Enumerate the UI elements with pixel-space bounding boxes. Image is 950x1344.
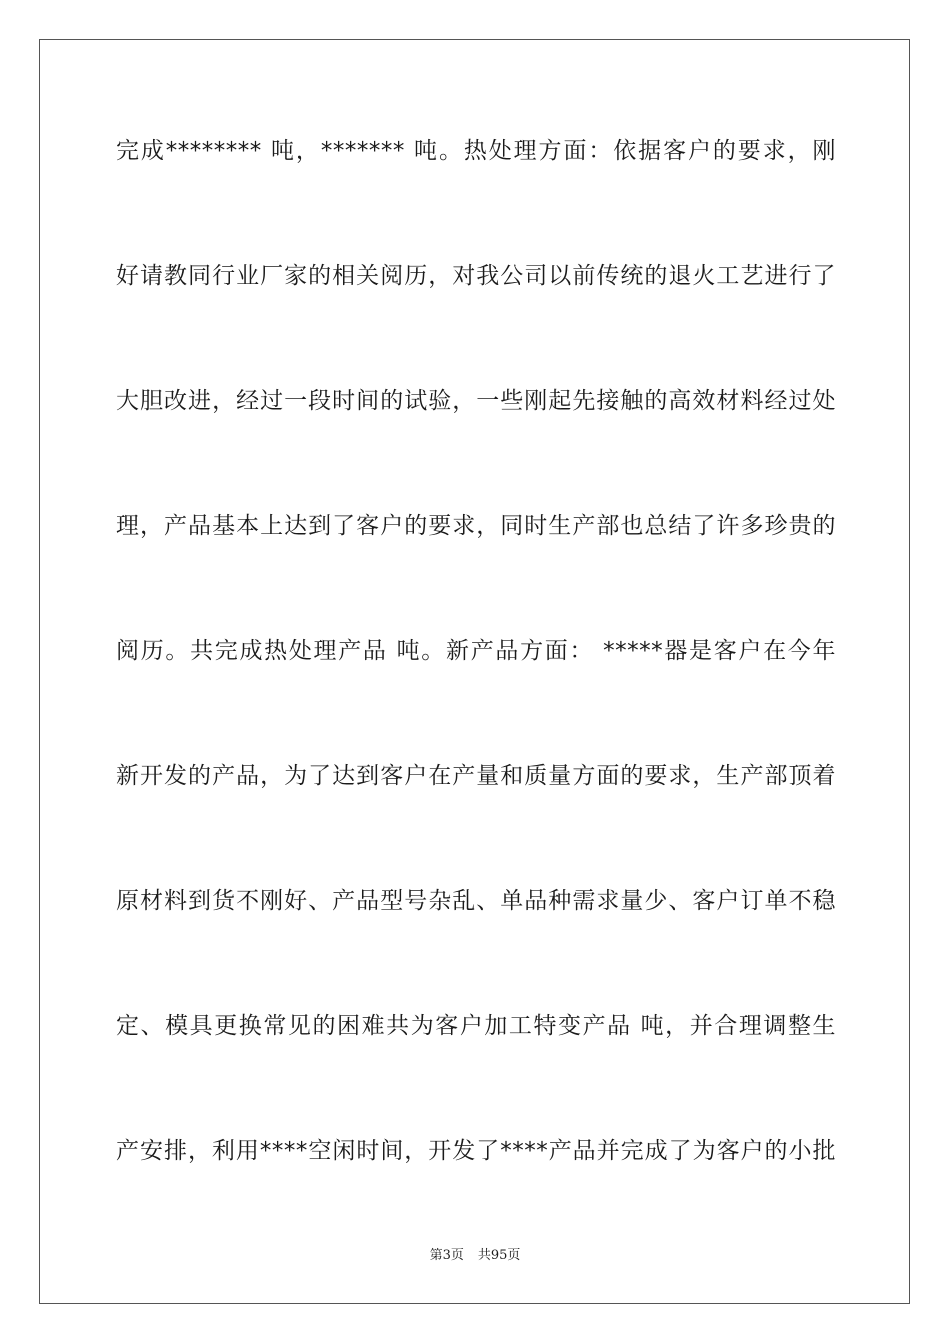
page-border — [39, 39, 910, 1304]
paragraph-line: 阅历。共完成热处理产品 吨。新产品方面： *****器是客户在今年 — [116, 638, 836, 664]
paragraph-line: 定、模具更换常见的困难共为客户加工特变产品 吨，并合理调整生 — [116, 1013, 836, 1039]
page-number: 第3页 — [429, 1248, 464, 1263]
paragraph-line: 大胆改进，经过一段时间的试验，一些刚起先接触的高效材料经过处 — [116, 388, 836, 414]
paragraph-line: 好请教同行业厂家的相关阅历，对我公司以前传统的退火工艺进行了 — [116, 263, 836, 289]
paragraph-line: 新开发的产品，为了达到客户在产量和质量方面的要求，生产部顶着 — [116, 763, 836, 789]
paragraph-line: 完成******** 吨，******* 吨。热处理方面：依据客户的要求，刚 — [116, 138, 836, 164]
paragraph-line: 原材料到货不刚好、产品型号杂乱、单品种需求量少、客户订单不稳 — [116, 888, 836, 914]
total-pages: 共95页 — [477, 1248, 521, 1263]
page-footer — [0, 1247, 950, 1265]
paragraph-line: 产安排，利用****空闲时间，开发了****产品并完成了为客户的小批 — [116, 1138, 836, 1164]
paragraph-line: 理，产品基本上达到了客户的要求，同时生产部也总结了许多珍贵的 — [116, 513, 836, 539]
